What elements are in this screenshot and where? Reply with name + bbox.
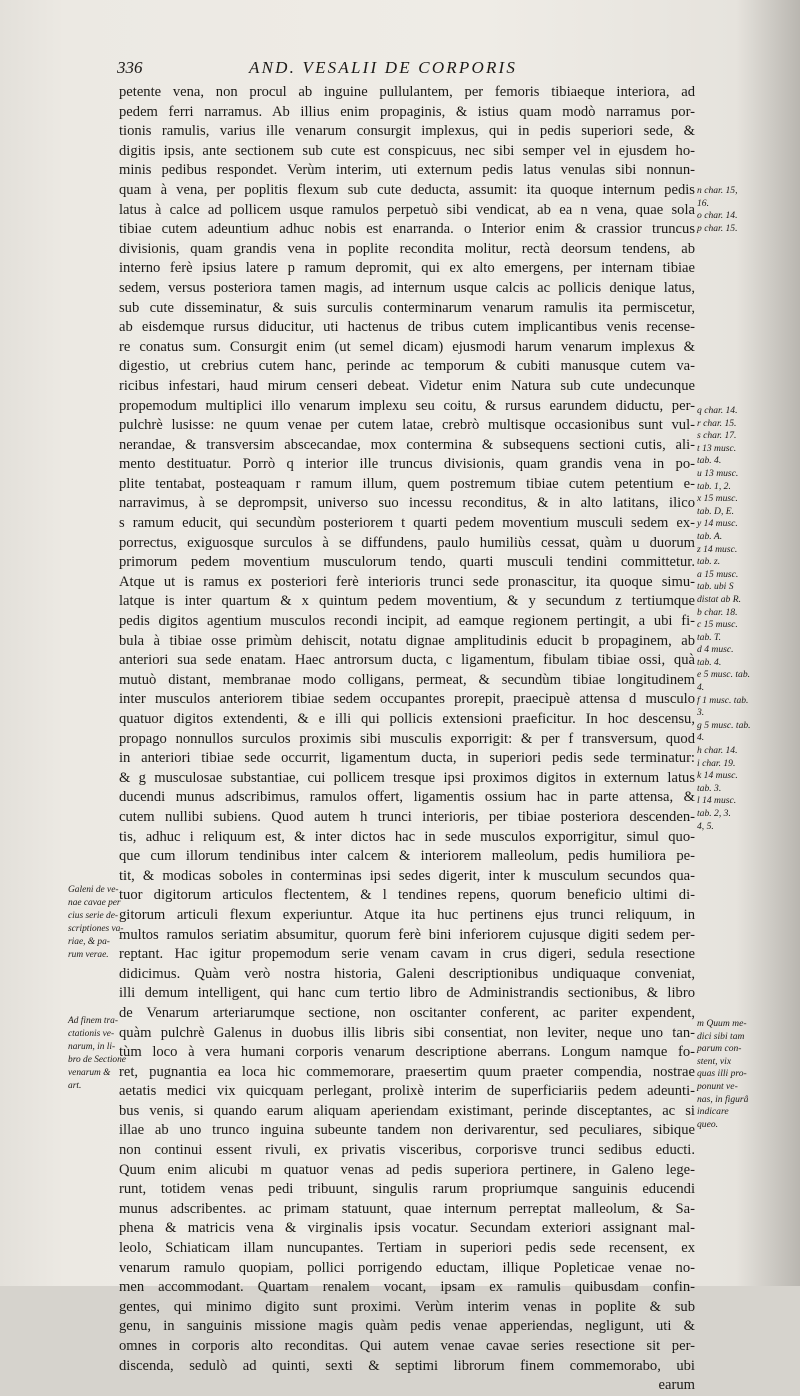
text-line: que cum illorum tendinibus inter calcem & interiorem malleolum, pedis humiliora pe- [119, 848, 695, 865]
margin-note: 4. [697, 682, 705, 694]
text-line: men accommodant. Quartam renalem vocant, ipsam ex ramulis quibusdam confin- [119, 1279, 695, 1296]
margin-note: stent, vix [697, 1055, 732, 1067]
margin-note: d 4 musc. [697, 644, 734, 656]
margin-note: tab. 3. [697, 782, 722, 794]
text-line: gitorum articuli flexum experiuntur. Atque ita huc pertinens ejus trunci reliquum, in [119, 906, 695, 923]
text-line: earum [658, 1377, 695, 1394]
text-line: quàm pulchrè Galenus in duobus illis libris sibi consentiat, non leviter, neque uno tan- [119, 1024, 695, 1041]
margin-note: r char. 15. [697, 417, 737, 429]
text-line: runt, totidem venas pedi tribuunt, singulis rarum propriumque sanguinis educendi [119, 1181, 695, 1198]
text-line: venarum ramulo quopiam, pollici porrigendo eductam, illique Popleticae venae no- [119, 1259, 695, 1276]
margin-note: h char. 14. [697, 745, 738, 757]
margin-note: n char. 15, [697, 185, 738, 196]
margin-note: ctationis ve- [68, 1028, 115, 1039]
text-line: porrectus, exiguosque surculos à se diffundens, paulo humiliùs cessat, quàm u duorum [119, 534, 695, 551]
text-line: ab eisdemque rursus diducitur, uti hactenus de tribus cutem implicantibus venis recense- [119, 319, 695, 336]
right-margin-notes-top [697, 185, 797, 235]
text-line: ducendi munus adscribimus, ramulos offert, ligamentis ossium hac in parte attensa, & [119, 789, 695, 806]
text-line: latque is inter quartum & x quintum pedem moventium, & y secundum z tertiumque [119, 593, 695, 610]
margin-note: a 15 musc. [697, 568, 739, 580]
text-line: de Venarum arteriarumque sectione, non oscitanter conferent, ac pariter expendent, [119, 1004, 695, 1021]
text-line: digitis ipsis, ante sectionem sub cute est conspicuus, nec sibi semper vel in ejusdem ho- [119, 142, 695, 159]
text-line: pedis digitos agentium musculos recondi incipit, ad eamque regionem pertingit, a ubi fi- [119, 613, 695, 630]
margin-note: q char. 14. [697, 405, 738, 416]
margin-note: rum verae. [68, 949, 109, 960]
margin-note: indicare [697, 1106, 729, 1118]
margin-note: tab. 4. [697, 656, 722, 668]
margin-note: i char. 19. [697, 757, 736, 769]
text-line: aetatis medici vix quicquam perlegant, prolixè interim de superficiariis pedem adeunti- [119, 1083, 695, 1100]
margin-note: tab. 2, 3. [697, 808, 731, 819]
margin-note: tab. z. [697, 556, 721, 568]
margin-note: narum, in li- [68, 1041, 116, 1052]
margin-note: p char. 15. [697, 222, 738, 234]
margin-note: Ad finem tra- [68, 1016, 118, 1026]
text-line: quatuor digitos extendenti, & e illi qui pollicis extensioni praeficitur. In hoc descensu, [119, 711, 695, 727]
margin-note: cius serie de- [68, 910, 118, 921]
text-line: reptant. Hac igitur propemodum serie venam cavam in crus digeri, sedula resectione [119, 946, 695, 963]
margin-note: o char. 14. [697, 210, 738, 222]
margin-note: tab. ubi S [697, 581, 734, 593]
margin-note: t 13 musc. [697, 442, 737, 454]
running-head: AND. VESALII DE CORPORIS [249, 58, 518, 77]
margin-note: quas illi pro- [697, 1068, 747, 1080]
text-line: digestio, ut crebrius cutem hanc, perinde ac temporum & cubiti manusque cutem va- [119, 358, 695, 375]
margin-note: scriptiones va- [68, 923, 124, 934]
text-line: plite tentabat, posteaquam r ramum illum, quem postremum tibiae cutem petentium e- [119, 475, 695, 492]
margin-note: z 14 musc. [697, 543, 738, 555]
margin-note: b char. 18. [697, 606, 738, 618]
text-line: bula à tibiae osse primùm dehiscit, notatu dignae amplitudinis educit b propaginem, ab [119, 632, 695, 649]
text-line: tionis ramulis, varius ille venarum consurgit implexus, qui in pedis superiori sede, & [119, 123, 695, 140]
text-line: tis, adhuc i reliquum est, & inter dictos hac in sede musculos exporrigitur, simul quo- [119, 828, 695, 845]
text-line: ret, pugnantia ea loca hic commemorare, praesertim quum praeter compendia, nostrae [119, 1063, 695, 1080]
text-line: sub cute disseminatur, & suis surculis conterminarum venarum ramulis ita permiscetur, [119, 299, 695, 316]
text-line: sedem, versus posteriora tamen magis, ad internum usque calcis ac pollicis denique latus, [119, 279, 695, 296]
left-margin-note-sectio [68, 1015, 126, 1092]
margin-note: ponunt ve- [697, 1080, 738, 1092]
margin-note: 3. [697, 707, 705, 719]
text-line: mutuò distant, membranae modo colligans, permeat, & secundùm tibiae longitudinem [119, 671, 695, 688]
margin-note: l 14 musc. [697, 795, 737, 807]
text-line: quam à vena, per poplitis flexum sub cute deducta, assumit: ita quoque internum pedis [119, 181, 695, 198]
margin-note: tab. 4. [697, 455, 722, 467]
right-margin-notes-bottom [697, 1018, 797, 1131]
margin-note: bro de Sectione [68, 1054, 126, 1065]
margin-note: riae, & pa- [68, 936, 110, 947]
margin-note: tab. 1, 2. [697, 480, 731, 492]
left-margin-note-galen [68, 884, 124, 961]
text-line: non continui essent rivuli, ex privatis visceribus, corporisve trunci sedibus educti. [119, 1142, 695, 1159]
text-line: multos ramulos seriatim absumitur, quorum ferè bini inferiorem cujusque digiti sedem per- [119, 926, 695, 943]
margin-note: nae cavae per [68, 897, 121, 908]
margin-note: Galeni de ve- [68, 885, 119, 895]
text-line: & g musculosae substantiae, cui pollicem tresque ipsi proximos digitos in externum latus [119, 769, 695, 786]
text-line: munus adscribentes. ac primam statuunt, quae internum perreptat malleolum, & Sa- [119, 1200, 695, 1217]
text-line: primorum pedem moventium musculorum tendo, quarti musculi tendini committetur. [119, 554, 695, 571]
margin-note: queo. [697, 1118, 719, 1130]
text-line: tùm loco à vera humani corporis venarum descriptione aberrans. Longum namque fo- [119, 1044, 695, 1061]
margin-note: s char. 17. [697, 430, 737, 442]
text-line: didicimus. Quàm verò nostra historia, Galeni descriptionibus undiquaque conveniat, [119, 965, 695, 982]
main-text-block [119, 83, 695, 1396]
text-line: tuor digitorum articulos flectentem, & l tendines repens, quorum beneficio ultimi di- [119, 887, 695, 904]
text-line: cutem nullibi subiens. Quod autem h trunci interioris, per tibiae posteriora descenden- [119, 808, 695, 825]
text-line: mento destituatur. Porrò q interior ille truncus divisionis, quam grandis vena in po- [119, 456, 695, 473]
page-number: 336 [117, 58, 143, 77]
margin-note: 4, 5. [697, 820, 714, 832]
text-line: discenda, sedulò ad quinti, sexti & septimi librorum finem commemorabo, ubi [119, 1357, 695, 1374]
text-line: illi demum intelligent, qui hanc cum tertio libro de Administrandis sectionibus, & libro [119, 985, 695, 1002]
text-line: propemodum multiplici illo venarum implexu seu coitu, & rursus earundem diductu, per- [119, 397, 695, 414]
text-line: in anteriori tibiae sede occurrit, ligamentum ducta, in superiori pedis sede terminatur: [119, 750, 695, 767]
text-line: nerandae, & transversim abscecandae, mox contermina & subsequens sectioni cutis, ali- [119, 436, 695, 453]
text-line: re conatus sum. Consurgit enim (ut semel dicam) ejusmodi harum venarum implexus & [119, 338, 695, 355]
margin-note: y 14 musc. [697, 518, 738, 530]
text-line: gentes, qui minimo digito sunt proximi. Verùm interim venas in poplite & sub [119, 1298, 695, 1315]
right-margin-notes-middle [697, 405, 797, 833]
text-line: genu, in sanguinis missione magis quàm pedis venae apperiendas, negligunt, uti & [119, 1318, 695, 1335]
margin-note: distat ab R. [697, 593, 741, 605]
margin-note: k 14 musc. [697, 770, 738, 782]
text-line: latus à calce ad pollicem usque ramulos perpetuò sibi vendicat, ab ea n vena, quae sola [119, 201, 695, 218]
text-line: leolo, Schiaticam illam nuncupantes. Tertiam in superiori pedis sede recensent, ex [119, 1240, 695, 1257]
margin-note: 16. [697, 197, 709, 209]
margin-note: tab. D, E. [697, 505, 735, 517]
text-line: anteriori sua sede enatam. Haec antrorsum ducta, c ligamentum, fibulam tibiae ossi, quà [119, 652, 695, 669]
text-line: bus venis, si quando earum aliquam aperiendam existimant, perinde disceptantes, ac si [119, 1102, 695, 1119]
text-line: inter musculos anteriorem tibiae sedem occupantes prorepit, praecipuè attensa d musculo [119, 691, 695, 708]
text-line: pedem ferri narramus. Ab illius enim propaginis, & istius quam modò narramus por- [119, 103, 695, 120]
text-line: Atque ut is ramus ex posteriori ferè interioris trunci sede pronascitur, ita quoque simu- [119, 573, 695, 590]
margin-note: e 5 musc. tab. [697, 669, 751, 681]
page-header [117, 58, 677, 80]
text-line: ricibus infestari, haud mirum censeri debeat. Videtur enim Natura sub cute undecunque [119, 377, 695, 394]
margin-note: art. [68, 1080, 82, 1091]
text-line: tit, & modicas soboles in conterminas ipsi sedes digerit, inter k musculum secundos qua- [119, 867, 695, 884]
margin-note: x 15 musc. [697, 493, 738, 505]
margin-note: 4. [697, 732, 705, 744]
text-line: pulchrè lusisse: ne quum venae per cutem latae, crebrò multisque occasionibus sunt vul- [119, 417, 695, 434]
text-line: narravimus, à se deprompsit, universo suo incessu reconditus, & in alto latitans, ilico [119, 495, 695, 512]
text-line: propago nonnullos surculos proximis sibi musculis exporrigit: & per f transversum, quod [119, 730, 695, 747]
text-line: tibiae cutem adeuntium adhuc nobis est enarranda. o Interior enim & crassior truncus [119, 221, 695, 238]
margin-note: venarum & [68, 1067, 111, 1078]
margin-note: nas, in figurâ [697, 1093, 749, 1105]
text-line: omnes in corporis alto reconditas. Qui autem venae cavae series resectione sit per- [119, 1338, 695, 1354]
margin-note: f 1 musc. tab. [697, 694, 749, 706]
margin-note: dici sibi tam [697, 1030, 745, 1042]
margin-note: u 13 musc. [697, 467, 739, 479]
text-line: Quum enim alicubi m quatuor venas ad pedis superiora pertinere, in Galeno lege- [119, 1161, 695, 1178]
margin-note: g 5 musc. tab. [697, 719, 751, 731]
text-line: phena & matricis vena & virginalis ipsis vocatur. Secundam exteriori assignant mal- [119, 1220, 695, 1237]
margin-note: m Quum me- [697, 1018, 747, 1029]
margin-note: tab. A. [697, 530, 723, 542]
text-line: illae ab uno trunco inguina subeunte tandem non derivarentur, sed peculiares, sibique [119, 1122, 695, 1139]
text-line: divisionis, quam grandis vena in poplite recondita molitur, rectà deorsum tendens, ab [119, 240, 695, 257]
text-line: interno ferè ipsius latere p ramum depromit, qui ex alto emergens, per internam tibiae [119, 260, 695, 277]
margin-note: parum con- [697, 1043, 742, 1055]
text-line: minis pedibus respondet. Verùm interim, uti externum pedis latus venulas sibi nonnun- [119, 162, 695, 179]
margin-note: c 15 musc. [697, 619, 738, 631]
text-line: s ramum educit, qui secundùm posteriorem t quarti pedem moventium musculi sedem ex- [119, 515, 695, 532]
text-line: petente vena, non procul ab inguine pullulantem, per femoris tibiaeque interiora, ad [119, 84, 695, 100]
margin-note: tab. T. [697, 631, 722, 643]
